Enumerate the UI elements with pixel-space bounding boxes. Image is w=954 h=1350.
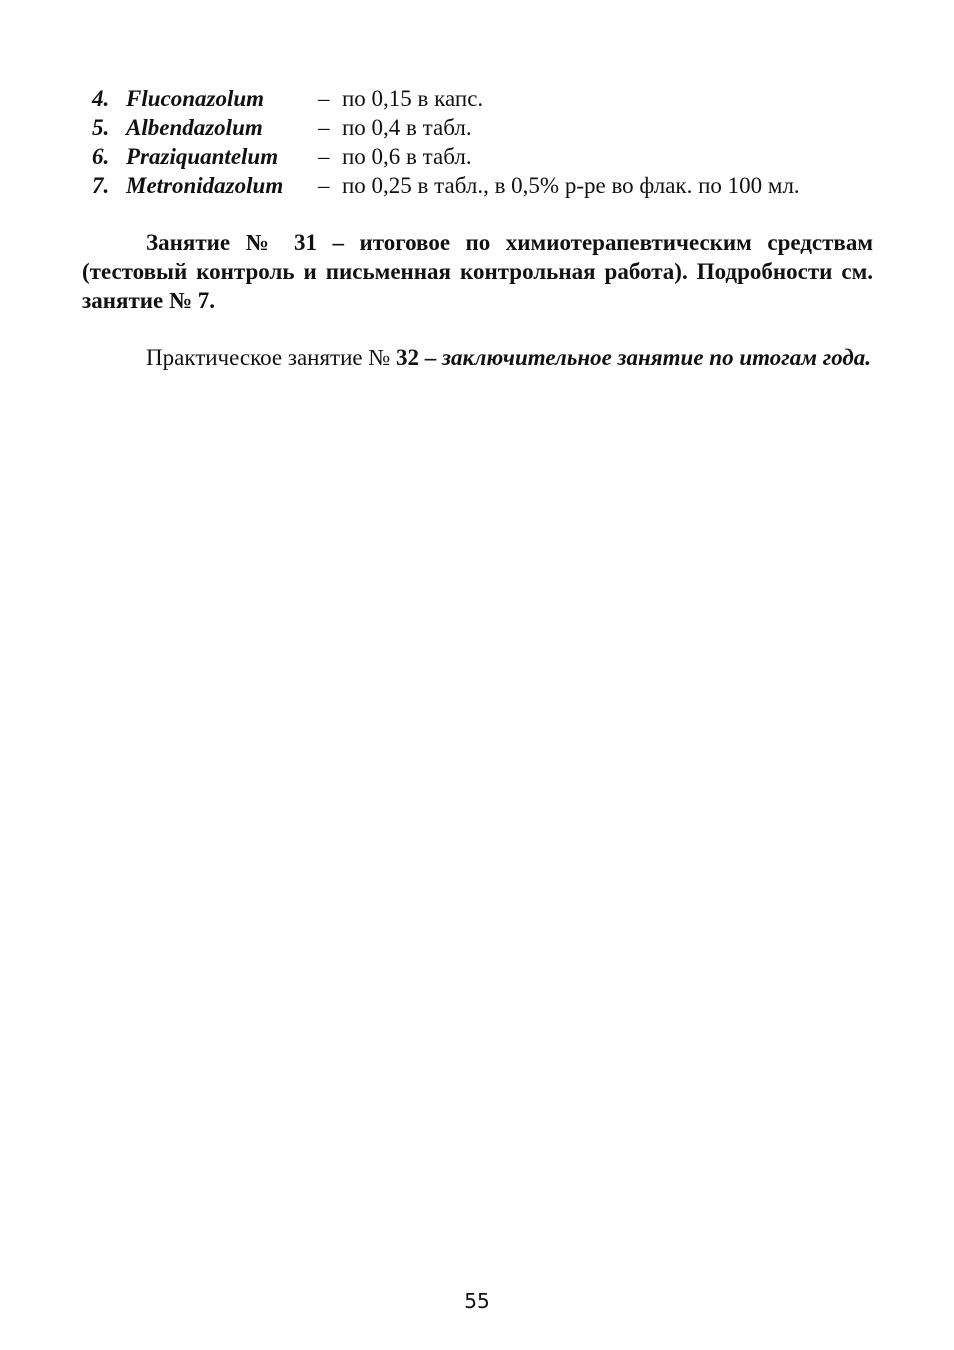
drug-dash: –	[318, 173, 330, 198]
drug-name: Praziquantelum	[126, 144, 279, 169]
drug-dosage: по 0,4 в табл.	[342, 115, 472, 140]
page-number: 55	[464, 1289, 490, 1313]
drug-number: 7.	[92, 173, 110, 198]
lesson-32-prefix: Практическое занятие №	[146, 345, 397, 370]
drug-dosage: по 0,6 в табл.	[342, 144, 472, 169]
drug-row	[92, 84, 892, 113]
lesson-32-number: 32 –	[396, 345, 437, 370]
lesson-31-text: Занятие № 31 – итоговое по химиотерапевтическим средствам (тестовый контроль и письменная контрольная работа). Подробности см. занятие № 7.	[82, 230, 873, 313]
drug-row	[92, 113, 892, 142]
drug-row	[92, 142, 892, 171]
drug-dosage: по 0,15 в капс.	[342, 86, 484, 111]
drug-number: 5.	[92, 115, 110, 140]
drug-dash: –	[318, 86, 330, 111]
drug-list	[92, 84, 892, 200]
lesson-32-topic: заключительное занятие по итогам года.	[442, 345, 872, 370]
lesson-32-paragraph	[82, 343, 873, 372]
drug-dash: –	[318, 115, 330, 140]
drug-name: Albendazolum	[126, 115, 263, 140]
drug-dash: –	[318, 144, 330, 169]
drug-row	[92, 171, 892, 200]
drug-dosage: по 0,25 в табл., в 0,5% р-ре во флак. по 100 мл.	[342, 173, 800, 198]
lesson-31-paragraph	[82, 228, 873, 315]
drug-number: 4.	[92, 86, 110, 111]
drug-name: Metronidazolum	[126, 173, 284, 198]
drug-number: 6.	[92, 144, 110, 169]
drug-name: Fluconazolum	[126, 86, 265, 111]
